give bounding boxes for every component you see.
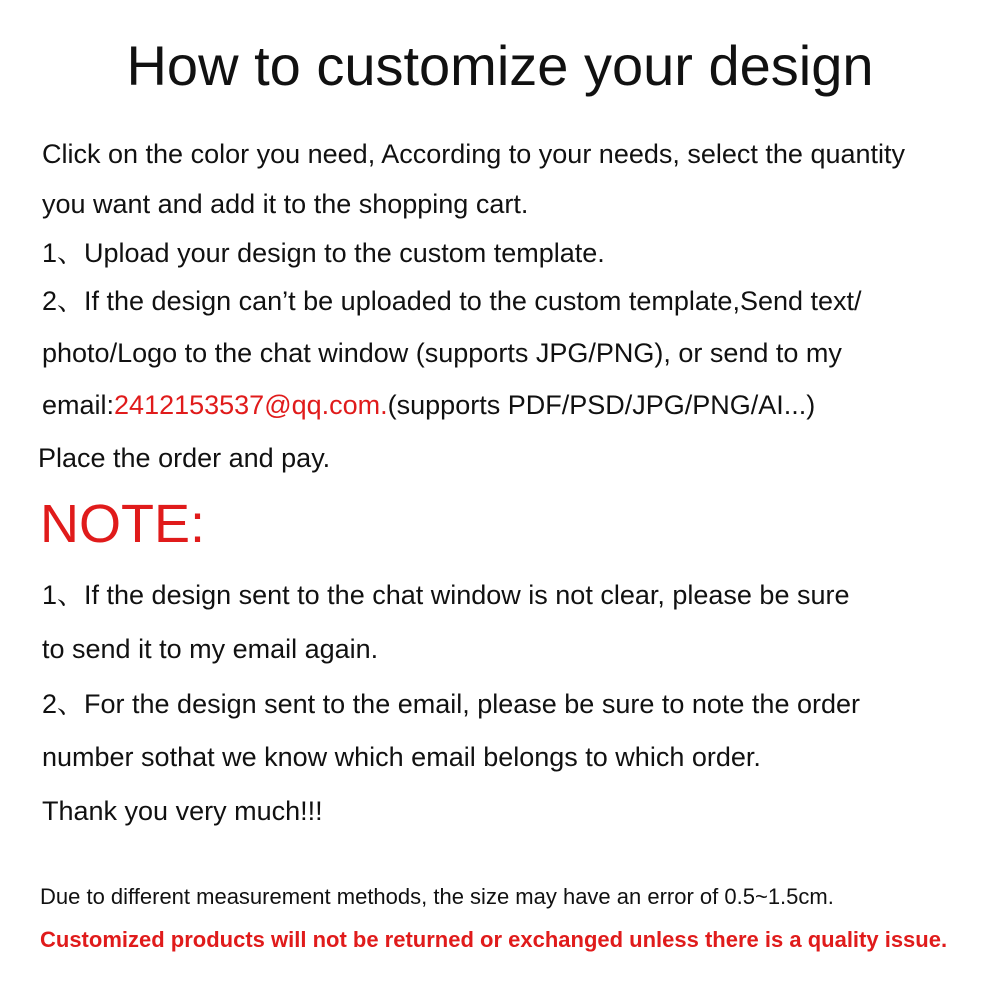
measurement-notice: Due to different measurement methods, the size may have an error of 0.5~1.5cm.	[40, 884, 834, 909]
intro-line-1: Click on the color you need, According to your needs, select the quantity	[42, 139, 906, 169]
email-address: 2412153537@qq.com.	[114, 390, 388, 420]
step-2-line-2: photo/Logo to the chat window (supports JPG/PNG), or send to my	[42, 338, 842, 368]
step-2-email-line	[42, 392, 815, 419]
note-item-2-line-2: number sothat we know which email belongs to which order.	[42, 742, 761, 772]
step-3: Place the order and pay.	[38, 443, 331, 473]
note-item-2-line-1: 2、For the design sent to the email, please be sure to note the order	[42, 689, 860, 719]
note-item-1-line-1: 1、If the design sent to the chat window is not clear, please be sure	[42, 580, 850, 610]
step-2-line-1: 2、If the design can’t be uploaded to the custom template,Send text/	[42, 286, 862, 316]
step-1: 1、Upload your design to the custom template.	[42, 238, 605, 268]
note-item-1-line-2: to send it to my email again.	[42, 634, 379, 664]
email-suffix: (supports PDF/PSD/JPG/PNG/AI...)	[387, 390, 816, 420]
page-title: How to customize your design	[126, 34, 874, 97]
email-prefix: email:	[42, 390, 115, 420]
intro-line-2: you want and add it to the shopping cart.	[42, 189, 529, 219]
note-heading: NOTE:	[40, 494, 206, 554]
thanks-line: Thank you very much!!!	[42, 796, 323, 826]
return-policy-notice: Customized products will not be returned or exchanged unless there is a quality issue.	[40, 927, 948, 952]
